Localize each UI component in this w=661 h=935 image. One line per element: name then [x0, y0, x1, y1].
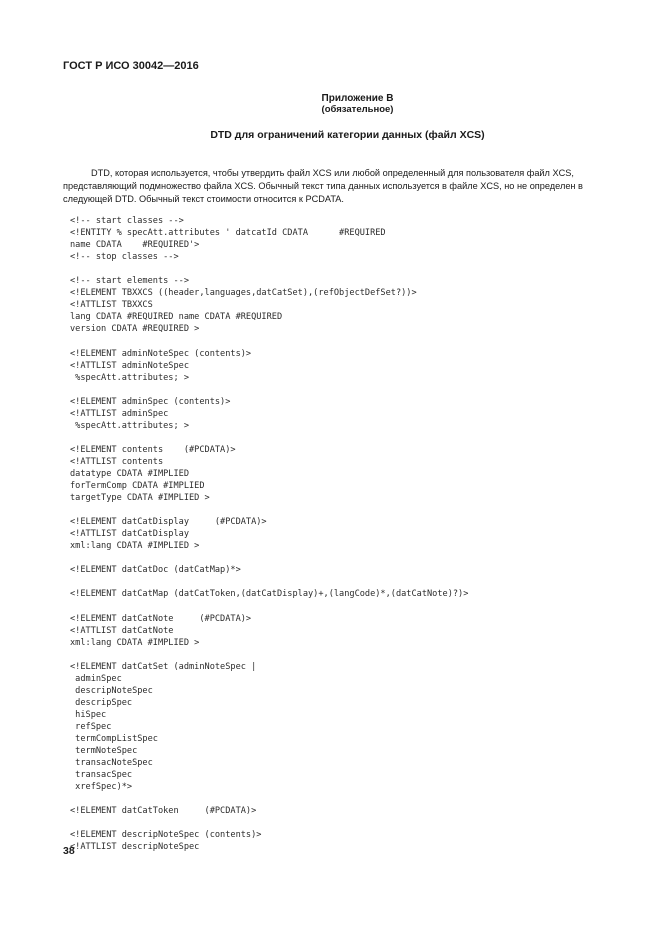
code-line: termNoteSpec	[70, 746, 138, 757]
code-line	[70, 263, 468, 275]
code-line: %specAtt.attributes; >	[70, 420, 189, 431]
code-line: <!ATTLIST TBXXCS	[70, 300, 153, 311]
code-line: <!ATTLIST datCatNote	[70, 625, 174, 636]
code-line: <!ATTLIST descripNoteSpec	[70, 842, 200, 853]
code-line	[70, 576, 468, 588]
code-line: <!ELEMENT datCatDoc (datCatMap)*>	[70, 565, 241, 576]
code-line	[70, 793, 468, 805]
code-line: <!-- start elements -->	[70, 276, 189, 287]
code-line	[70, 601, 468, 613]
code-line: <!-- stop classes -->	[70, 252, 179, 263]
code-line: adminSpec	[70, 673, 122, 684]
code-line	[70, 649, 468, 661]
intro-paragraph: DTD, которая используется, чтобы утвердить файл XCS или любой определенный для пользователя файл XCS, представляющий подмножество файла XCS. Обычный текст типа данных используется в файле XCS, но не определен в следующей DTD. Обычный текст стоимости относится к PCDATA.	[63, 168, 583, 204]
code-line: forTermComp CDATA #IMPLIED	[70, 481, 205, 492]
code-line: termCompListSpec	[70, 734, 158, 745]
code-line: <!ELEMENT datCatNote (#PCDATA)>	[70, 613, 252, 624]
code-line	[70, 552, 468, 564]
document-title: DTD для ограничений категории данных (файл XCS)	[210, 129, 485, 141]
code-line: <!ELEMENT adminSpec (contents)>	[70, 396, 231, 407]
code-line: <!ELEMENT datCatMap (datCatToken,(datCatDisplay)+,(langCode)*,(datCatNote)?)>	[70, 589, 469, 600]
code-line: xrefSpec)*>	[70, 782, 133, 793]
code-line: <!ELEMENT descripNoteSpec (contents)>	[70, 830, 262, 841]
code-line: <!ATTLIST adminNoteSpec	[70, 360, 189, 371]
code-line: datatype CDATA #IMPLIED	[70, 468, 189, 479]
appendix-subtitle: (обязательное)	[321, 104, 394, 115]
code-line	[70, 504, 468, 516]
code-line: xml:lang CDATA #IMPLIED >	[70, 637, 200, 648]
code-line: %specAtt.attributes; >	[70, 372, 189, 383]
code-line: <!ATTLIST datCatDisplay	[70, 529, 189, 540]
code-line: descripSpec	[70, 697, 133, 708]
code-line: <!ELEMENT contents (#PCDATA)>	[70, 444, 236, 455]
code-line: lang CDATA #REQUIRED name CDATA #REQUIRED	[70, 312, 283, 323]
code-line	[70, 817, 468, 829]
page-number: 38	[63, 845, 75, 857]
code-line: targetType CDATA #IMPLIED >	[70, 493, 210, 504]
code-line: transacSpec	[70, 770, 133, 781]
code-line	[70, 384, 468, 396]
code-line: <!ENTITY % specAtt.attributes ' datcatId CDATA #REQUIRED	[70, 228, 386, 239]
code-line: <!ELEMENT datCatDisplay (#PCDATA)>	[70, 517, 267, 528]
code-line: version CDATA #REQUIRED >	[70, 324, 200, 335]
code-line: <!-- start classes -->	[70, 216, 184, 226]
code-line: <!ELEMENT datCatSet (adminNoteSpec |	[70, 661, 257, 672]
code-line: refSpec	[70, 721, 112, 732]
code-line: hiSpec	[70, 709, 107, 720]
code-line: name CDATA #REQUIRED'>	[70, 240, 200, 251]
code-line: xml:lang CDATA #IMPLIED >	[70, 541, 200, 552]
dtd-code-block	[70, 215, 468, 853]
appendix-title: Приложение В	[321, 93, 394, 104]
code-line: descripNoteSpec	[70, 685, 153, 696]
standard-header: ГОСТ Р ИСО 30042—2016	[63, 60, 199, 72]
code-line	[70, 432, 468, 444]
code-line: <!ELEMENT datCatToken (#PCDATA)>	[70, 806, 257, 817]
code-line: <!ELEMENT adminNoteSpec (contents)>	[70, 348, 252, 359]
code-line: <!ATTLIST adminSpec	[70, 408, 169, 419]
code-line: transacNoteSpec	[70, 758, 153, 769]
code-line: <!ELEMENT TBXXCS ((header,languages,datCatSet),(refObjectDefSet?))>	[70, 288, 417, 299]
code-line: <!ATTLIST contents	[70, 456, 164, 467]
code-line	[70, 335, 468, 347]
